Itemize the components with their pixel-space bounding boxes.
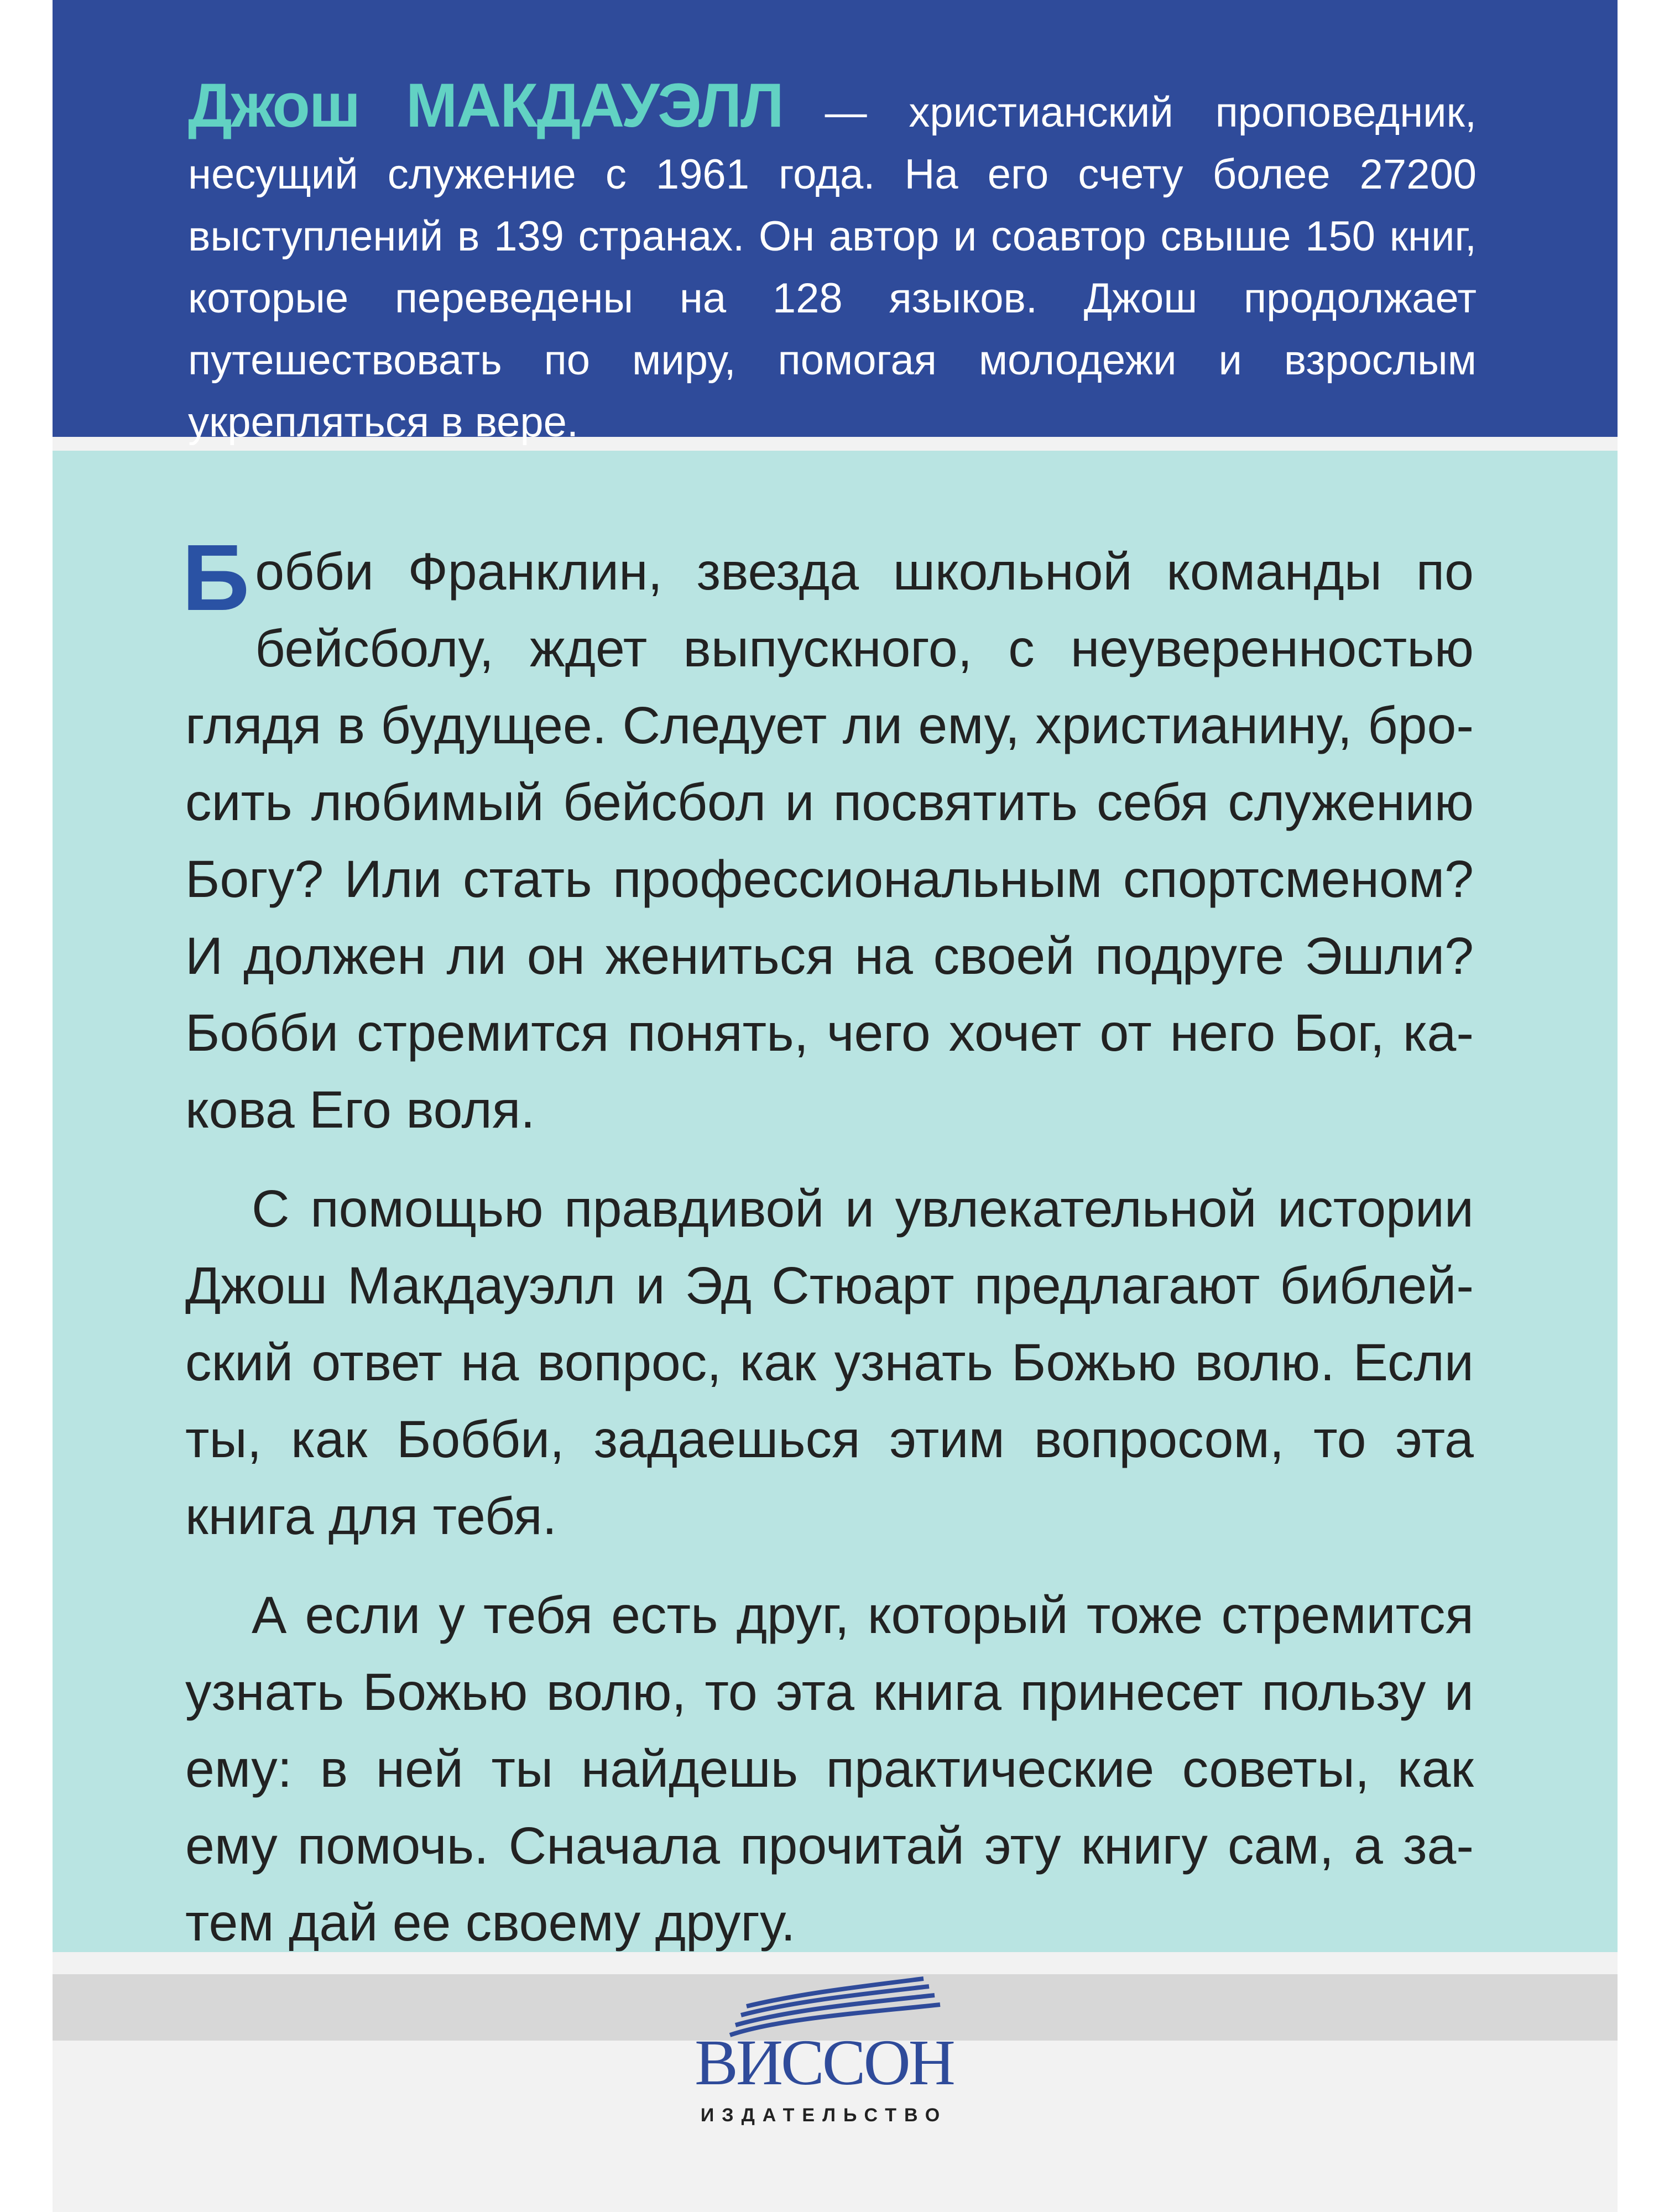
author-bio [188,71,1477,453]
author-last-name: МАКДАУЭЛЛ [406,71,783,140]
book-description [182,525,1474,1984]
author-bio-text: — христианский проповедник, несущий служение с 1961 года. На его счету более 27200 выступлений в 139 странах. Он автор и соавтор свыше 150 книг, которые переведены на 128 языков. Джош продолжает путешествовать по миру, помогая молодежи и взрослым укрепляться в вере. [188,89,1477,446]
description-paragraph-text: обби Франклин, звезда школьной команды по бейсболу, ждет выпускного, с неуверенностью глядя в будущее. Следует ли ему, христианину, бросить любимый бейсбол и посвятить себя служению Богу? Или стать профессиональным спортсменом? И должен ли он жениться на своей подруге Эшли? Бобби стремится понять, чего хочет от него Бог, какова Его воля. [185,542,1474,1139]
description-paragraph [182,525,1474,1149]
publisher-name: ВИССОН [695,2026,953,2099]
author-name [188,71,783,140]
description-paragraph: С помощью правдивой и увлекательной истории Джош Макдауэлл и Эд Стюарт предлагают библейский ответ на вопрос, как узнать Божью волю. Если ты, как Бобби, задаешься этим вопросом, то эта книга для тебя. [185,1180,1474,1546]
publisher-subtitle: ИЗДАТЕЛЬСТВО [700,2105,948,2126]
author-first-name: Джош [188,71,360,140]
page-edge [1618,0,1659,2212]
publisher-logo [675,1974,973,2126]
drop-cap: Б [182,525,250,630]
description-paragraph: А если у тебя есть друг, который тоже стремится узнать Божью волю, то эта книга принесет пользу и ему: в ней ты найдешь практические советы, как ему помочь. Сначала прочитай эту книгу сам, а затем дай ее своему другу. [185,1586,1474,1952]
